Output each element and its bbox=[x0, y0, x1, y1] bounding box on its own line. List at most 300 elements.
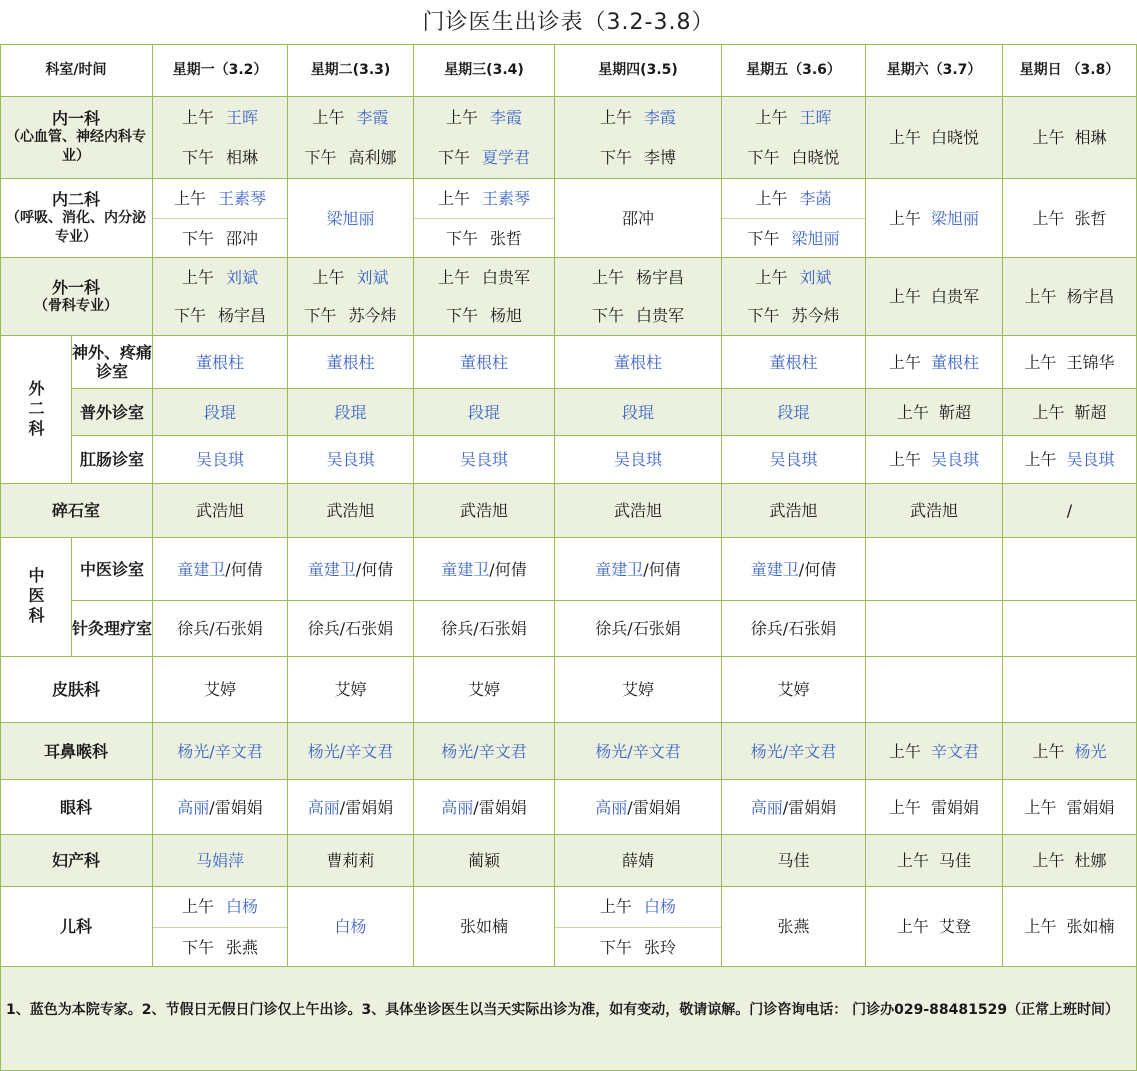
period-label: 上午 bbox=[181, 107, 214, 127]
doctor-name: 雷娟娟 bbox=[931, 797, 980, 817]
doctor-name: /何倩 bbox=[225, 559, 263, 579]
doctor-name: 杨宇昌 bbox=[218, 306, 267, 326]
schedule-cell bbox=[555, 436, 722, 484]
schedule-cell bbox=[866, 179, 1003, 258]
schedule-cell bbox=[288, 657, 414, 723]
schedule-cell bbox=[153, 780, 288, 835]
period-label: 上午 bbox=[1032, 851, 1065, 870]
schedule-cell bbox=[555, 538, 722, 601]
doctor-name: 董根柱 bbox=[613, 352, 662, 372]
schedule-cell bbox=[555, 258, 722, 336]
row-label: 妇产科 bbox=[0, 835, 153, 887]
period-label: 上午 bbox=[181, 267, 214, 287]
schedule-cell bbox=[414, 179, 555, 258]
schedule-cell bbox=[1003, 179, 1137, 258]
department-label: 外二科 bbox=[26, 379, 45, 440]
schedule-cell bbox=[866, 336, 1003, 389]
doctor-name: 段琨 bbox=[203, 402, 236, 422]
doctor-name: 杨光/辛文君 bbox=[750, 741, 837, 761]
doctor-name: 马娟萍 bbox=[195, 851, 244, 870]
doctor-name: 段琨 bbox=[777, 402, 810, 422]
doctor-name: 白贵军 bbox=[931, 287, 980, 306]
schedule-cell bbox=[288, 780, 414, 835]
doctor-name: 张哲 bbox=[490, 229, 523, 248]
shift-line bbox=[288, 138, 413, 179]
header-day: 星期六（3.7） bbox=[866, 44, 1003, 97]
doctor-name: 吴良琪 bbox=[459, 450, 508, 469]
doctor-name: 艾婷 bbox=[467, 680, 500, 699]
doctor-name: 高利娜 bbox=[348, 148, 397, 168]
schedule-cell bbox=[1003, 780, 1137, 835]
row-label: 皮肤科 bbox=[0, 657, 153, 723]
doctor-name: 杨光/辛文君 bbox=[441, 741, 527, 761]
schedule-cell bbox=[722, 389, 866, 436]
shift-line bbox=[288, 297, 413, 336]
doctor-name: 马佳 bbox=[777, 851, 810, 870]
period-label: 下午 bbox=[747, 306, 780, 326]
doctor-name: 张如楠 bbox=[1066, 917, 1115, 936]
doctor-name: 吴良琪 bbox=[769, 450, 818, 469]
period-label: 上午 bbox=[1032, 741, 1065, 761]
period-label: 上午 bbox=[896, 851, 929, 870]
schedule-cell bbox=[555, 887, 722, 967]
doctor-name: 徐兵/石张娟 bbox=[595, 619, 681, 638]
doctor-name: /雷娟娟 bbox=[627, 797, 681, 817]
doctor-name: 王锦华 bbox=[1066, 352, 1115, 372]
schedule-cell bbox=[414, 835, 555, 887]
period-label: 上午 bbox=[312, 267, 345, 287]
schedule-cell bbox=[153, 887, 288, 967]
doctor-name: 童建卫 bbox=[750, 559, 799, 579]
doctor-name: 相琳 bbox=[226, 148, 259, 168]
schedule-cell bbox=[1003, 887, 1137, 967]
shift-line bbox=[555, 928, 721, 968]
schedule-cell bbox=[153, 336, 288, 389]
doctor-name: 相琳 bbox=[1074, 128, 1107, 147]
header-day: 星期四(3.5) bbox=[555, 44, 722, 97]
schedule-cell bbox=[866, 436, 1003, 484]
schedule-cell bbox=[288, 258, 414, 336]
schedule-cell bbox=[414, 780, 555, 835]
department-label: 中医科 bbox=[26, 567, 45, 627]
footnote: 1、蓝色为本院专家。2、节假日无假日门诊仅上午出诊。3、具体坐诊医生以当天实际出诊为准，如有变动，敬请谅解。门诊咨询电话： 门诊办029-88481529（正常上班时间） bbox=[0, 967, 1137, 1071]
schedule-table bbox=[0, 44, 1137, 1071]
period-label: 上午 bbox=[591, 267, 624, 287]
schedule-cell bbox=[153, 389, 288, 436]
schedule-cell bbox=[722, 258, 866, 336]
schedule-cell bbox=[414, 258, 555, 336]
shift-line bbox=[414, 258, 554, 297]
doctor-name: 董根柱 bbox=[769, 352, 818, 372]
schedule-cell bbox=[555, 657, 722, 723]
schedule-cell bbox=[153, 723, 288, 780]
doctor-name: 梁旭丽 bbox=[931, 208, 980, 228]
row-label bbox=[0, 97, 153, 179]
doctor-name: 王素琴 bbox=[218, 189, 267, 208]
shift-line bbox=[722, 219, 865, 258]
doctor-name: 徐兵/石张娟 bbox=[441, 619, 527, 638]
period-label: 上午 bbox=[1032, 128, 1065, 147]
doctor-name: 武浩旭 bbox=[195, 501, 244, 520]
doctor-name: 董根柱 bbox=[931, 352, 980, 372]
period-label: 上午 bbox=[755, 189, 788, 208]
doctor-name: 徐兵/石张娟 bbox=[750, 619, 837, 638]
doctor-name: 吴良琪 bbox=[1066, 450, 1115, 469]
schedule-cell bbox=[866, 389, 1003, 436]
schedule-cell bbox=[153, 538, 288, 601]
doctor-name: 蔺颖 bbox=[467, 851, 500, 870]
period-label: 下午 bbox=[599, 148, 632, 168]
doctor-name: 白杨 bbox=[644, 897, 677, 917]
doctor-name: 高丽 bbox=[750, 797, 783, 817]
doctor-name: 薛婧 bbox=[621, 851, 654, 870]
doctor-name: 杨旭 bbox=[490, 306, 523, 326]
period-label: 上午 bbox=[1024, 917, 1057, 936]
doctor-name: 董根柱 bbox=[326, 352, 375, 372]
shift-line bbox=[288, 97, 413, 138]
schedule-cell bbox=[153, 601, 288, 657]
doctor-name: 张如楠 bbox=[459, 917, 508, 936]
schedule-cell bbox=[414, 657, 555, 723]
schedule-cell bbox=[288, 336, 414, 389]
doctor-name: 童建卫 bbox=[595, 559, 644, 579]
row-label: 眼科 bbox=[0, 780, 153, 835]
schedule-cell bbox=[153, 258, 288, 336]
doctor-name: /何倩 bbox=[643, 559, 681, 579]
doctor-name: 杜娜 bbox=[1074, 851, 1107, 870]
schedule-cell bbox=[153, 657, 288, 723]
doctor-name: 张燕 bbox=[226, 937, 259, 957]
doctor-name: 吴良琪 bbox=[326, 450, 375, 469]
shift-line bbox=[153, 258, 287, 297]
shift-line bbox=[414, 179, 554, 219]
row-label bbox=[0, 179, 153, 258]
sub-department-label: 神外、疼痛诊室 bbox=[72, 336, 153, 389]
schedule-cell bbox=[866, 780, 1003, 835]
shift-line bbox=[288, 258, 413, 297]
period-label: 下午 bbox=[181, 937, 214, 957]
doctor-name: 童建卫 bbox=[177, 559, 226, 579]
period-label: 下午 bbox=[445, 229, 478, 248]
period-label: 上午 bbox=[896, 917, 929, 936]
schedule-cell bbox=[722, 484, 866, 538]
period-label: 上午 bbox=[888, 352, 921, 372]
doctor-name: 武浩旭 bbox=[909, 501, 958, 520]
schedule-cell bbox=[866, 887, 1003, 967]
shift-line bbox=[153, 928, 287, 968]
sub-department-label: 中医诊室 bbox=[72, 538, 153, 601]
shift-line bbox=[555, 258, 721, 297]
doctor-name: 高丽 bbox=[595, 797, 628, 817]
period-label: 下午 bbox=[437, 148, 470, 168]
schedule-cell bbox=[414, 97, 555, 179]
period-label: 上午 bbox=[599, 107, 632, 127]
doctor-name: 段琨 bbox=[467, 402, 500, 422]
shift-line bbox=[555, 97, 721, 138]
schedule-cell bbox=[866, 657, 1003, 723]
doctor-name: 王晖 bbox=[226, 107, 259, 127]
schedule-cell bbox=[288, 538, 414, 601]
doctor-name: 靳超 bbox=[1074, 402, 1107, 422]
period-label: 下午 bbox=[173, 306, 206, 326]
schedule-cell bbox=[1003, 538, 1137, 601]
schedule-cell bbox=[153, 436, 288, 484]
shift-line bbox=[722, 97, 865, 138]
period-label: 下午 bbox=[445, 306, 478, 326]
doctor-name: 杨宇昌 bbox=[1066, 287, 1115, 306]
period-label: 下午 bbox=[747, 229, 780, 248]
doctor-name: 雷娟娟 bbox=[1066, 797, 1115, 817]
schedule-cell bbox=[414, 601, 555, 657]
schedule-cell bbox=[555, 97, 722, 179]
period-label: 上午 bbox=[888, 128, 921, 147]
period-label: 上午 bbox=[445, 107, 478, 127]
doctor-name: 张玲 bbox=[644, 937, 677, 957]
period-label: 上午 bbox=[755, 267, 788, 287]
period-label: 上午 bbox=[1024, 797, 1057, 817]
schedule-cell bbox=[722, 436, 866, 484]
header-day: 星期五（3.6） bbox=[722, 44, 866, 97]
doctor-name: 曹莉莉 bbox=[326, 851, 375, 870]
schedule-cell bbox=[866, 258, 1003, 336]
schedule-cell bbox=[866, 723, 1003, 780]
schedule-cell bbox=[288, 723, 414, 780]
doctor-name: 刘斌 bbox=[799, 267, 832, 287]
doctor-name: 杨光/辛文君 bbox=[595, 741, 681, 761]
doctor-name: 吴良琪 bbox=[195, 450, 244, 469]
shift-line bbox=[555, 138, 721, 179]
doctor-name: 邵冲 bbox=[226, 229, 259, 248]
header-day: 星期一（3.2） bbox=[153, 44, 288, 97]
period-label: 上午 bbox=[1024, 450, 1057, 469]
shift-line bbox=[722, 179, 865, 219]
doctor-name: /雷娟娟 bbox=[339, 797, 394, 817]
schedule-cell bbox=[722, 601, 866, 657]
period-label: 下午 bbox=[181, 229, 214, 248]
doctor-name: 武浩旭 bbox=[769, 501, 818, 520]
doctor-name: 白贵军 bbox=[636, 306, 685, 326]
doctor-name: 徐兵/石张娟 bbox=[307, 619, 394, 638]
period-label: 下午 bbox=[747, 148, 780, 168]
period-label: 上午 bbox=[888, 450, 921, 469]
doctor-name: /雷娟娟 bbox=[473, 797, 527, 817]
period-label: 上午 bbox=[1024, 352, 1057, 372]
doctor-name: 杨光 bbox=[1074, 741, 1107, 761]
schedule-cell bbox=[866, 601, 1003, 657]
shift-line bbox=[722, 297, 865, 336]
doctor-name: 白杨 bbox=[334, 917, 367, 936]
doctor-name: 艾婷 bbox=[621, 680, 654, 699]
period-label: 上午 bbox=[599, 897, 632, 917]
doctor-name: 吴良琪 bbox=[613, 450, 662, 469]
doctor-name: 白晓悦 bbox=[931, 128, 980, 147]
sub-department-label: 针灸理疗室 bbox=[72, 601, 153, 657]
doctor-name: 白杨 bbox=[226, 897, 259, 917]
period-label: 下午 bbox=[599, 937, 632, 957]
shift-line bbox=[555, 887, 721, 928]
shift-line bbox=[555, 297, 721, 336]
doctor-name: 武浩旭 bbox=[326, 501, 375, 520]
doctor-name: 张燕 bbox=[777, 917, 810, 936]
department-label: 外一科 （骨科专业） bbox=[34, 277, 118, 314]
schedule-cell bbox=[555, 179, 722, 258]
period-label: 下午 bbox=[304, 306, 337, 326]
schedule-cell bbox=[722, 179, 866, 258]
period-label: 上午 bbox=[1032, 208, 1065, 228]
schedule-cell bbox=[1003, 97, 1137, 179]
period-label: 上午 bbox=[755, 107, 788, 127]
period-label: 下午 bbox=[304, 148, 337, 168]
schedule-cell bbox=[866, 835, 1003, 887]
shift-line bbox=[153, 297, 287, 336]
doctor-name: 白贵军 bbox=[482, 267, 531, 287]
row-label bbox=[0, 258, 153, 336]
shift-line bbox=[414, 297, 554, 336]
doctor-name: 刘斌 bbox=[356, 267, 389, 287]
schedule-cell bbox=[153, 97, 288, 179]
doctor-name: 董根柱 bbox=[195, 352, 244, 372]
doctor-name: 段琨 bbox=[334, 402, 367, 422]
doctor-name: 李菡 bbox=[799, 189, 832, 208]
doctor-name: 梁旭丽 bbox=[791, 229, 840, 248]
doctor-name: 李霞 bbox=[356, 107, 389, 127]
schedule-cell bbox=[414, 389, 555, 436]
schedule-cell bbox=[288, 389, 414, 436]
schedule-cell bbox=[288, 835, 414, 887]
period-label: 上午 bbox=[888, 797, 921, 817]
schedule-cell bbox=[1003, 835, 1137, 887]
doctor-name: 李霞 bbox=[490, 107, 523, 127]
doctor-name: / bbox=[1066, 501, 1073, 520]
period-label: 上午 bbox=[888, 287, 921, 306]
schedule-cell bbox=[722, 780, 866, 835]
schedule-cell bbox=[555, 835, 722, 887]
shift-line bbox=[153, 179, 287, 219]
doctor-name: 艾登 bbox=[939, 917, 972, 936]
shift-line bbox=[153, 97, 287, 138]
period-label: 上午 bbox=[1024, 287, 1057, 306]
department-label: 内一科 （心血管、神经内科专业） bbox=[6, 109, 146, 164]
header-day: 星期日 （3.8） bbox=[1003, 44, 1137, 97]
doctor-name: 艾婷 bbox=[334, 680, 367, 699]
doctor-name: 徐兵/石张娟 bbox=[177, 619, 263, 638]
doctor-name: 刘斌 bbox=[226, 267, 259, 287]
doctor-name: /雷娟娟 bbox=[209, 797, 263, 817]
schedule-cell bbox=[1003, 601, 1137, 657]
doctor-name: 高丽 bbox=[441, 797, 474, 817]
schedule-cell bbox=[153, 484, 288, 538]
sub-department-label: 肛肠诊室 bbox=[72, 436, 153, 484]
schedule-cell bbox=[722, 97, 866, 179]
schedule-cell bbox=[414, 336, 555, 389]
schedule-cell bbox=[414, 723, 555, 780]
schedule-cell bbox=[555, 389, 722, 436]
doctor-name: 李博 bbox=[644, 148, 677, 168]
shift-line bbox=[414, 219, 554, 258]
doctor-name: 王晖 bbox=[799, 107, 832, 127]
doctor-name: 艾婷 bbox=[203, 680, 236, 699]
row-label: 耳鼻喉科 bbox=[0, 723, 153, 780]
period-label: 上午 bbox=[888, 208, 921, 228]
schedule-cell bbox=[722, 336, 866, 389]
schedule-cell bbox=[288, 601, 414, 657]
row-label bbox=[0, 538, 72, 657]
schedule-cell bbox=[722, 887, 866, 967]
doctor-name: 吴良琪 bbox=[931, 450, 980, 469]
schedule-cell bbox=[866, 538, 1003, 601]
period-label: 上午 bbox=[896, 402, 929, 422]
doctor-name: /何倩 bbox=[798, 559, 837, 579]
doctor-name: 李霞 bbox=[644, 107, 677, 127]
doctor-name: 艾婷 bbox=[777, 680, 810, 699]
period-label: 上午 bbox=[312, 107, 345, 127]
schedule-cell bbox=[153, 835, 288, 887]
schedule-cell bbox=[722, 723, 866, 780]
schedule-cell bbox=[1003, 484, 1137, 538]
doctor-name: 梁旭丽 bbox=[326, 208, 375, 228]
schedule-cell bbox=[414, 484, 555, 538]
doctor-name: /何倩 bbox=[355, 559, 394, 579]
doctor-name: 童建卫 bbox=[441, 559, 490, 579]
doctor-name: 杨光/辛文君 bbox=[307, 741, 394, 761]
schedule-cell bbox=[555, 484, 722, 538]
doctor-name: 夏学君 bbox=[482, 148, 531, 168]
schedule-cell bbox=[1003, 657, 1137, 723]
shift-line bbox=[414, 97, 554, 138]
doctor-name: 邵冲 bbox=[621, 208, 654, 228]
row-label: 碎石室 bbox=[0, 484, 153, 538]
schedule-cell bbox=[1003, 436, 1137, 484]
schedule-cell bbox=[288, 179, 414, 258]
doctor-name: 苏今炜 bbox=[791, 306, 840, 326]
schedule-cell bbox=[288, 97, 414, 179]
doctor-name: 武浩旭 bbox=[459, 501, 508, 520]
doctor-name: 张哲 bbox=[1074, 208, 1107, 228]
schedule-cell bbox=[555, 601, 722, 657]
schedule-cell bbox=[866, 97, 1003, 179]
doctor-name: 董根柱 bbox=[459, 352, 508, 372]
doctor-name: 杨宇昌 bbox=[636, 267, 685, 287]
schedule-cell bbox=[866, 484, 1003, 538]
shift-line bbox=[153, 138, 287, 179]
doctor-name: 高丽 bbox=[177, 797, 210, 817]
period-label: 下午 bbox=[181, 148, 214, 168]
schedule-cell bbox=[555, 336, 722, 389]
doctor-name: 苏今炜 bbox=[348, 306, 397, 326]
schedule-cell bbox=[1003, 258, 1137, 336]
schedule-cell bbox=[288, 436, 414, 484]
schedule-cell bbox=[288, 484, 414, 538]
department-label: 内二科 （呼吸、消化、内分泌专业） bbox=[6, 189, 146, 245]
doctor-name: /何倩 bbox=[489, 559, 527, 579]
schedule-cell bbox=[153, 179, 288, 258]
schedule-cell bbox=[722, 657, 866, 723]
header-day: 星期二(3.3) bbox=[288, 44, 414, 97]
shift-line bbox=[153, 219, 287, 258]
doctor-name: 王素琴 bbox=[482, 189, 531, 208]
doctor-name: 马佳 bbox=[939, 851, 972, 870]
period-label: 上午 bbox=[173, 189, 206, 208]
schedule-cell bbox=[722, 835, 866, 887]
period-label: 上午 bbox=[1032, 402, 1065, 422]
schedule-cell bbox=[288, 887, 414, 967]
schedule-cell bbox=[414, 887, 555, 967]
shift-line bbox=[153, 887, 287, 928]
doctor-name: 杨光/辛文君 bbox=[177, 741, 263, 761]
header-day: 星期三(3.4) bbox=[414, 44, 555, 97]
doctor-name: 段琨 bbox=[621, 402, 654, 422]
doctor-name: 高丽 bbox=[307, 797, 340, 817]
